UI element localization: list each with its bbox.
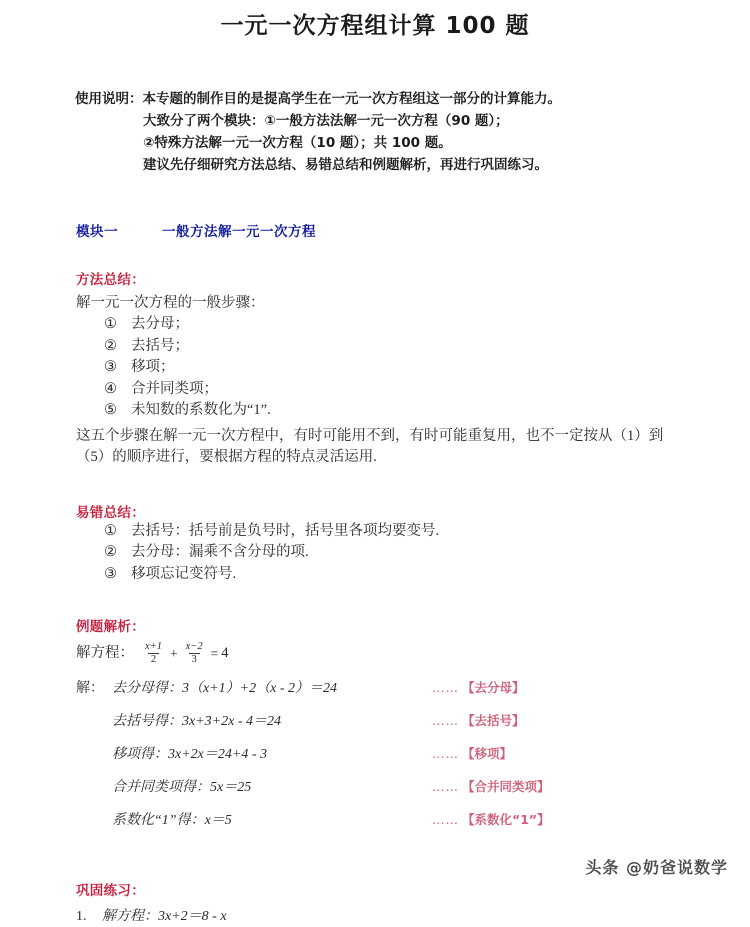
- list-item-label: 去分母：漏乘不含分母的项.: [131, 544, 309, 561]
- module-label: 模块一: [76, 224, 118, 241]
- list-item-number: ③: [104, 359, 117, 376]
- usage-line: ②特殊方法解一元一次方程（10 题）；共 100 题。: [143, 135, 452, 152]
- fraction-denominator: 2: [148, 653, 159, 666]
- method-summary-note: 这五个步骤在解一元一次方程中，有时可能用不到，有时可能重复用，也不一定按从（1）到（5）的顺序进行，要根据方程的特点灵活运用.: [76, 427, 664, 466]
- list-item: [0, 542, 750, 564]
- list-item-label: 未知数的系数化为“1”.: [131, 402, 271, 419]
- solution-step-row: [0, 678, 750, 699]
- fraction-denominator: 3: [189, 653, 200, 666]
- example-equation: [0, 641, 750, 666]
- list-item: [0, 357, 750, 379]
- fraction-numerator: x−2: [185, 641, 203, 653]
- annotation-dots: ……: [432, 812, 459, 828]
- solution-step-row: [0, 744, 750, 765]
- annotation-tag: 【合并同类项】: [462, 779, 550, 795]
- list-item: [0, 379, 750, 401]
- annotation-dots: ……: [432, 713, 459, 729]
- list-item-label: 移项忘记变符号.: [131, 565, 237, 582]
- list-item-label: 去分母；: [131, 316, 189, 333]
- module-heading: [0, 220, 750, 240]
- annotation-tag: 【移项】: [462, 746, 513, 762]
- list-item-label: 合并同类项；: [131, 380, 218, 397]
- fraction-second: [183, 641, 206, 666]
- fraction-numerator: x+1: [145, 641, 162, 653]
- usage-line: 使用说明：本专题的制作目的是提高学生在一元一次方程组这一部分的计算能力。: [75, 91, 561, 108]
- solution-step-annotation: [432, 678, 525, 698]
- section-heading-practice: 巩固练习：: [76, 883, 145, 900]
- equation-equals-sign: =: [210, 646, 219, 662]
- annotation-tag: 【去分母】: [462, 680, 525, 696]
- annotation-tag: 【去括号】: [462, 713, 525, 729]
- solution-step-row: [0, 777, 750, 798]
- practice-item-text: 解方程：3x+2＝8 - x: [102, 909, 227, 925]
- method-summary-intro: 解一元一次方程的一般步骤：: [76, 295, 265, 312]
- practice-item-number: 1.: [76, 909, 87, 925]
- solution-step-body: 系数化“1”得：x＝5: [112, 813, 232, 829]
- solution-step-annotation: [432, 711, 525, 731]
- equation-prompt-label: 解方程：: [76, 645, 134, 662]
- solution-step-body: 合并同类项得：5x＝25: [112, 780, 252, 796]
- solution-step-annotation: [432, 810, 550, 830]
- annotation-tag: 【系数化“1”】: [462, 812, 550, 828]
- section-heading-method-summary: 方法总结：: [76, 272, 145, 289]
- solution-step-annotation: [432, 744, 512, 764]
- list-item: [0, 336, 750, 358]
- list-item: [0, 521, 750, 543]
- list-item: [0, 400, 750, 422]
- practice-item: [0, 907, 750, 927]
- usage-line: 建议先仔细研究方法总结、易错总结和例题解析，再进行巩固练习。: [143, 157, 548, 174]
- usage-line: 大致分了两个模块：①一般方法法解一元一次方程（90 题）；: [143, 113, 509, 130]
- solution-step-row: [0, 810, 750, 831]
- list-item-label: 去括号；: [131, 337, 189, 354]
- equation-operator: +: [170, 646, 178, 662]
- list-item-number: ②: [104, 544, 117, 561]
- list-item: [0, 564, 750, 586]
- annotation-dots: ……: [432, 746, 459, 762]
- list-item-number: ①: [104, 316, 117, 333]
- list-item-number: ①: [104, 522, 117, 539]
- page-title: 一元一次方程组计算 100 题: [220, 13, 530, 39]
- fraction-first: [142, 641, 165, 666]
- annotation-dots: ……: [432, 779, 459, 795]
- list-item-number: ②: [104, 337, 117, 354]
- section-heading-mistake-summary: 易错总结：: [76, 504, 145, 521]
- annotation-dots: ……: [432, 680, 459, 696]
- equation-right-side: 4: [221, 645, 229, 662]
- list-item-number: ④: [104, 380, 117, 397]
- watermark: 头条 @奶爸说数学: [585, 858, 728, 877]
- solution-step-prefix: 解：: [76, 681, 104, 697]
- solution-step-body: 移项得：3x+2x＝24+4 - 3: [112, 747, 267, 763]
- solution-step-row: [0, 711, 750, 732]
- module-name: 一般方法解一元一次方程: [162, 224, 316, 241]
- usage-instructions: [0, 88, 750, 176]
- solution-step-annotation: [432, 777, 550, 797]
- list-item-number: ③: [104, 565, 117, 582]
- solution-step-body: 去括号得：3x+3+2x - 4＝24: [112, 714, 281, 730]
- list-item-label: 去括号：括号前是负号时，括号里各项均要变号.: [131, 522, 440, 539]
- list-item-label: 移项；: [131, 359, 175, 376]
- list-item: [0, 314, 750, 336]
- section-heading-example-analysis: 例题解析：: [76, 619, 145, 636]
- list-item-number: ⑤: [104, 402, 117, 419]
- solution-step-body: 去分母得：3（x+1）+2（x - 2）＝24: [112, 681, 337, 697]
